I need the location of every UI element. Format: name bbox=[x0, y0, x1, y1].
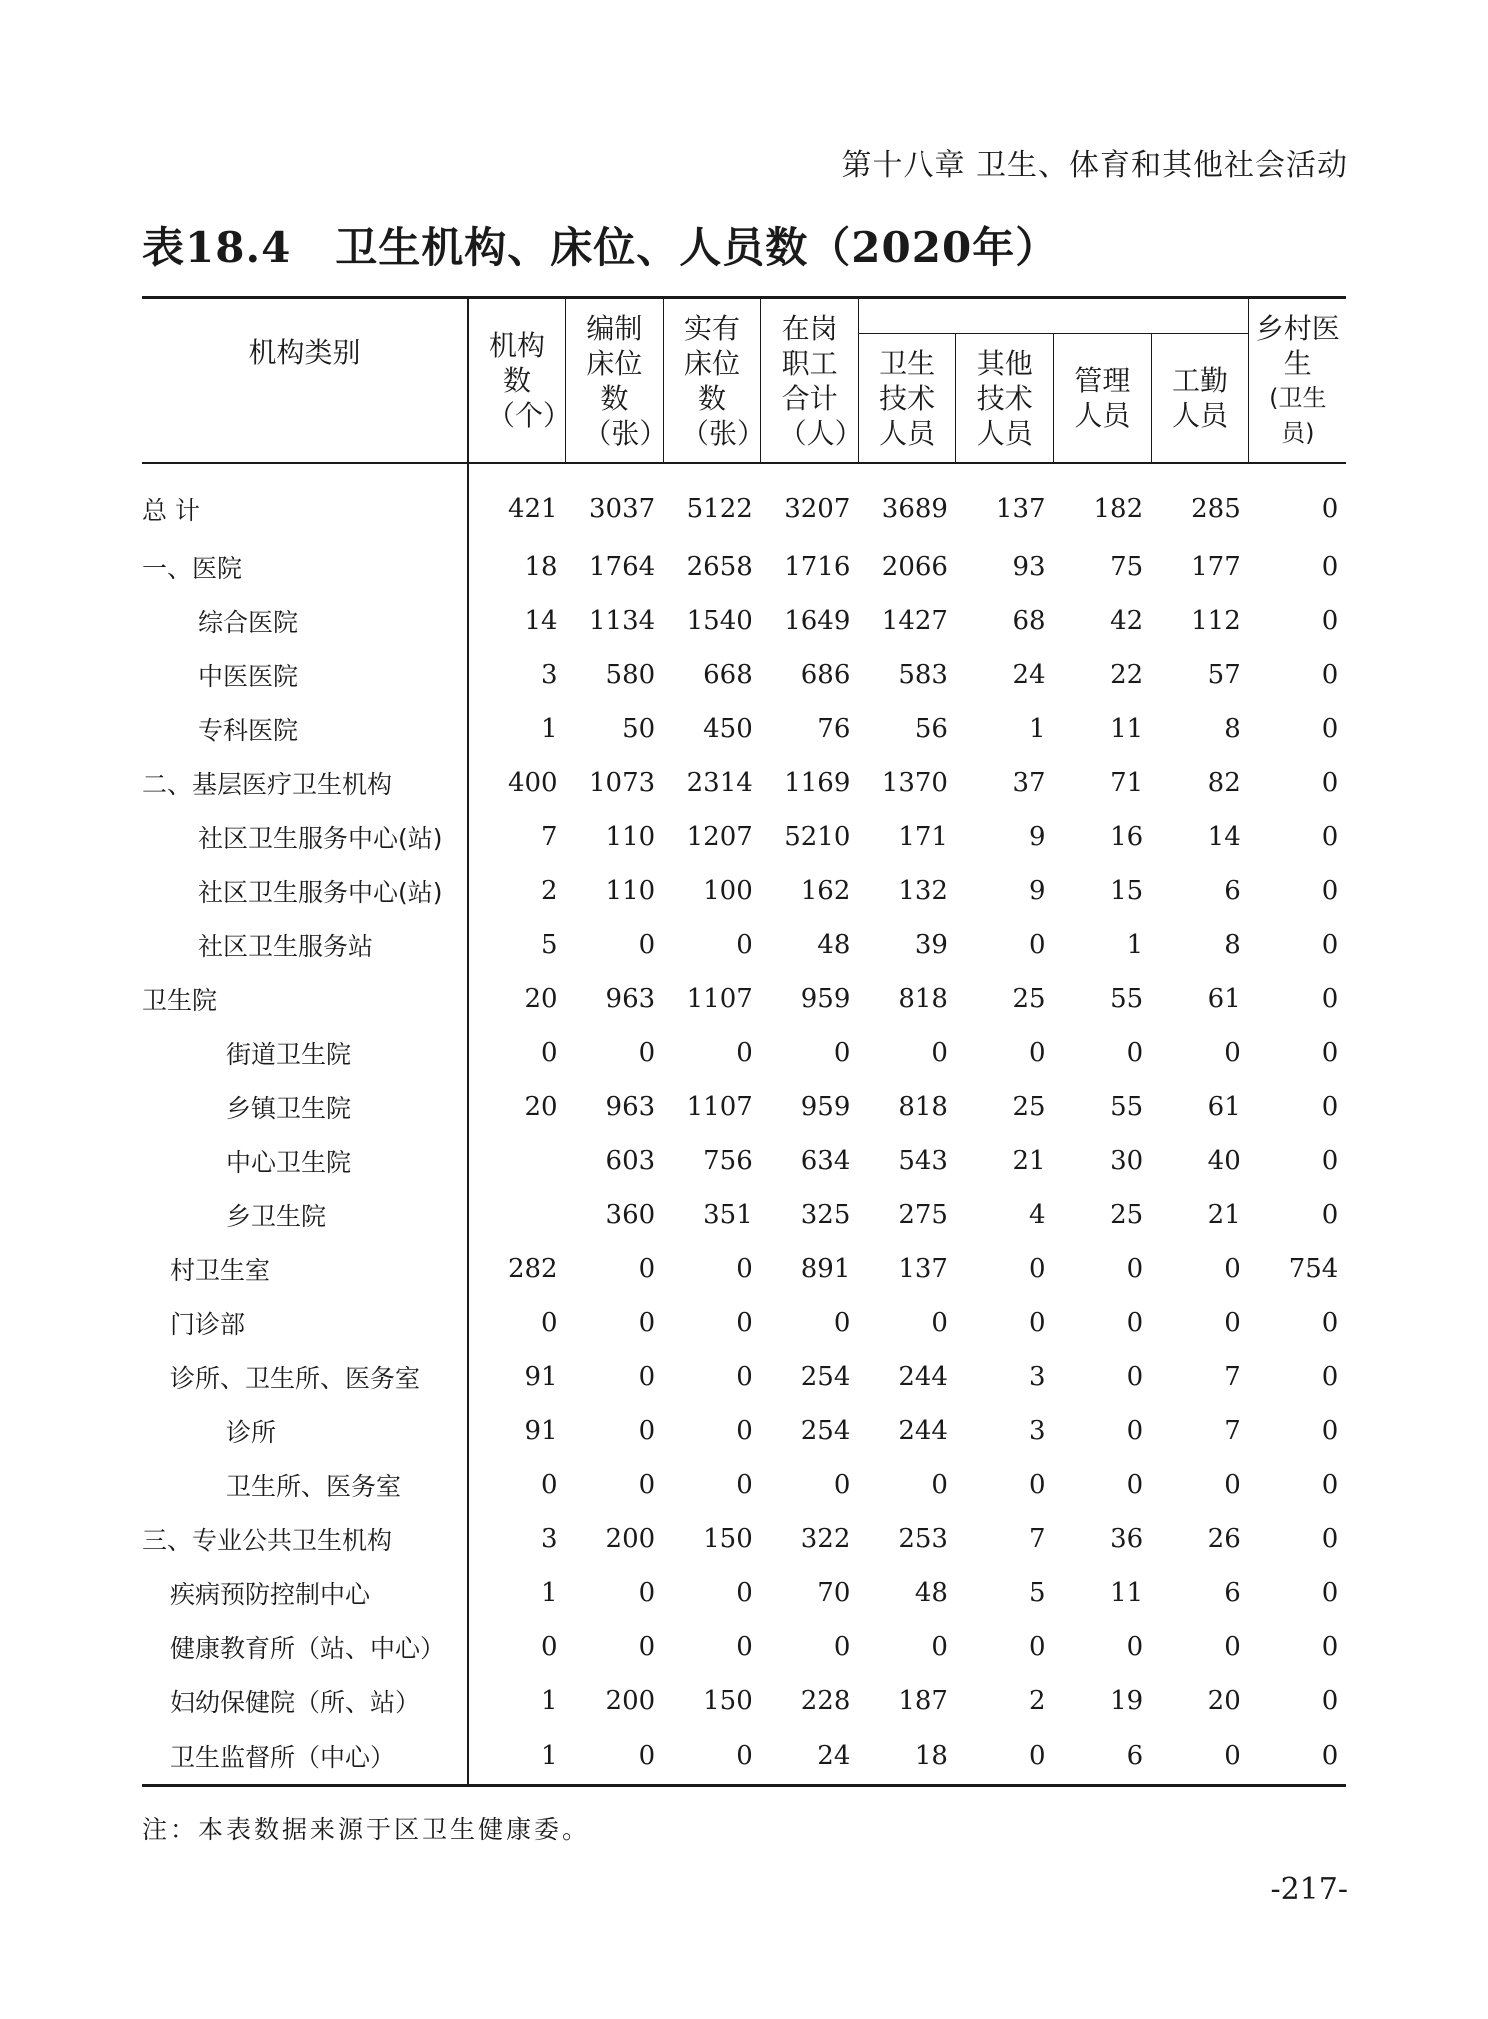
cell-value: 71 bbox=[1110, 768, 1144, 798]
cell-value: 1649 bbox=[784, 606, 851, 636]
cell-value: 5 bbox=[1029, 1578, 1046, 1608]
row-label: 街道卫生院 bbox=[142, 1026, 468, 1080]
table-title bbox=[142, 215, 1058, 275]
cell-value: 891 bbox=[800, 1254, 851, 1284]
cell-value: 0 bbox=[1029, 930, 1046, 960]
cell-value: 55 bbox=[1110, 984, 1144, 1014]
cell-value: 14 bbox=[1207, 822, 1241, 852]
cell-value: 110 bbox=[605, 876, 656, 906]
cell-value: 0 bbox=[931, 1632, 948, 1662]
cell-value: 15 bbox=[1110, 876, 1144, 906]
cell-value: 0 bbox=[1321, 1146, 1339, 1176]
cell-value: 322 bbox=[800, 1524, 851, 1554]
cell-value: 0 bbox=[833, 1632, 851, 1662]
cell-value: 0 bbox=[736, 1362, 753, 1392]
header-category: 机构类别 bbox=[142, 298, 468, 464]
cell-value: 20 bbox=[524, 984, 558, 1014]
cell-value: 171 bbox=[898, 822, 948, 852]
cell-value: 0 bbox=[1126, 1416, 1144, 1446]
cell-value: 0 bbox=[1321, 1038, 1339, 1068]
cell-value: 0 bbox=[638, 930, 656, 960]
cell-value: 82 bbox=[1207, 768, 1241, 798]
cell-value: 0 bbox=[736, 1632, 753, 1662]
header-staff-group bbox=[858, 298, 1248, 334]
cell-value: 1 bbox=[541, 1578, 558, 1608]
cell-value: 0 bbox=[566, 1728, 664, 1786]
cell-value: 959 bbox=[800, 1092, 851, 1122]
cell-value: 244 bbox=[898, 1362, 948, 1392]
header-village-doctors bbox=[1249, 298, 1347, 464]
cell-value: 818 bbox=[898, 1092, 948, 1122]
cell-value: 110 bbox=[605, 822, 656, 852]
row-label: 二、基层医疗卫生机构 bbox=[142, 756, 468, 810]
cell-value: 583 bbox=[898, 660, 948, 690]
cell-value: 91 bbox=[524, 1416, 558, 1446]
row-label: 社区卫生服务中心(站) bbox=[142, 810, 468, 864]
cell-value: 0 bbox=[736, 1308, 753, 1338]
cell-value: 14 bbox=[524, 606, 558, 636]
cell-value: 1540 bbox=[686, 606, 753, 636]
cell-value: 177 bbox=[1191, 552, 1241, 582]
cell-value: 0 bbox=[1321, 984, 1339, 1014]
cell-value: 7 bbox=[1029, 1524, 1046, 1554]
header-village-doctors-text: 乡村医生 (卫生员) bbox=[1255, 311, 1340, 447]
cell-value: 0 bbox=[1126, 1254, 1144, 1284]
cell-value: 5 bbox=[541, 930, 558, 960]
cell-value: 39 bbox=[914, 930, 948, 960]
cell-value: 0 bbox=[736, 1038, 753, 1068]
cell-value: 0 bbox=[1321, 1524, 1339, 1554]
cell-value: 1764 bbox=[589, 552, 656, 582]
cell-value: 3 bbox=[541, 660, 558, 690]
header-planned-beds bbox=[566, 298, 668, 464]
cell-value: 0 bbox=[1321, 714, 1339, 744]
cell-value: 162 bbox=[800, 876, 851, 906]
header-health-tech-text: 卫生技术人员 bbox=[879, 346, 936, 450]
row-label: 综合医院 bbox=[142, 594, 468, 648]
cell-value: 244 bbox=[898, 1416, 948, 1446]
cell-value: 1 bbox=[1029, 714, 1046, 744]
row-label: 妇幼保健院（所、站） bbox=[142, 1674, 468, 1728]
cell-value: 61 bbox=[1207, 984, 1241, 1014]
table-row bbox=[142, 1458, 1346, 1512]
cell-value: 8 bbox=[1224, 714, 1241, 744]
cell-value: 3 bbox=[541, 1524, 558, 1554]
cell-value: 0 bbox=[1126, 1038, 1144, 1068]
table-row bbox=[142, 1674, 1346, 1728]
cell-value: 0 bbox=[1321, 1416, 1339, 1446]
cell-value: 1 bbox=[468, 1728, 566, 1786]
cell-value: 21 bbox=[1207, 1200, 1241, 1230]
cell-value: 351 bbox=[703, 1200, 753, 1230]
header-institutions-text: 机构数（个） bbox=[487, 329, 572, 432]
row-label: 中医医院 bbox=[142, 648, 468, 702]
cell-value: 11 bbox=[1110, 714, 1144, 744]
cell-value: 0 bbox=[1321, 606, 1339, 636]
cell-value: 50 bbox=[622, 714, 656, 744]
table-row bbox=[142, 1026, 1346, 1080]
header-other-tech-text: 其他技术人员 bbox=[976, 346, 1033, 450]
row-label: 诊所 bbox=[142, 1404, 468, 1458]
cell-value: 0 bbox=[638, 1254, 656, 1284]
cell-value: 0 bbox=[1321, 552, 1339, 582]
header-actual-beds bbox=[663, 298, 765, 464]
cell-value: 150 bbox=[703, 1686, 753, 1716]
cell-value: 0 bbox=[736, 1416, 753, 1446]
cell-value: 1 bbox=[541, 714, 558, 744]
cell-value: 0 bbox=[663, 1728, 761, 1786]
row-label: 社区卫生服务站 bbox=[142, 918, 468, 972]
cell-value: 2 bbox=[1029, 1686, 1046, 1716]
cell-value: 0 bbox=[736, 930, 753, 960]
table-row bbox=[142, 1566, 1346, 1620]
cell-value: 2066 bbox=[881, 552, 948, 582]
cell-value: 756 bbox=[703, 1146, 753, 1176]
table-row bbox=[142, 463, 1346, 540]
cell-value: 963 bbox=[605, 1092, 656, 1122]
cell-value: 0 bbox=[1321, 1470, 1339, 1500]
table-row bbox=[142, 918, 1346, 972]
cell-value: 18 bbox=[858, 1728, 956, 1786]
cell-value: 325 bbox=[800, 1200, 851, 1230]
table-row bbox=[142, 1512, 1346, 1566]
cell-value: 70 bbox=[817, 1578, 851, 1608]
cell-value: 3207 bbox=[784, 494, 851, 524]
cell-value: 1 bbox=[1126, 930, 1144, 960]
cell-value: 187 bbox=[898, 1686, 948, 1716]
table-row bbox=[142, 1350, 1346, 1404]
cell-value: 400 bbox=[507, 768, 558, 798]
table-row bbox=[142, 810, 1346, 864]
table-row bbox=[142, 702, 1346, 756]
cell-value: 6 bbox=[1054, 1728, 1152, 1786]
cell-value: 1716 bbox=[784, 552, 851, 582]
cell-value: 55 bbox=[1110, 1092, 1144, 1122]
cell-value: 360 bbox=[605, 1200, 656, 1230]
cell-value: 0 bbox=[931, 1470, 948, 1500]
cell-value: 2314 bbox=[686, 768, 753, 798]
cell-value: 9 bbox=[1029, 876, 1046, 906]
cell-value: 0 bbox=[1126, 1308, 1144, 1338]
cell-value: 61 bbox=[1207, 1092, 1241, 1122]
cell-value: 0 bbox=[1224, 1254, 1241, 1284]
table-row bbox=[142, 1188, 1346, 1242]
header-health-tech bbox=[858, 334, 956, 464]
row-label: 卫生监督所（中心） bbox=[142, 1728, 468, 1786]
table-row bbox=[142, 594, 1346, 648]
cell-value: 56 bbox=[914, 714, 948, 744]
row-label: 一、医院 bbox=[142, 540, 468, 594]
row-label: 乡卫生院 bbox=[142, 1188, 468, 1242]
cell-value: 0 bbox=[1224, 1470, 1241, 1500]
cell-value: 0 bbox=[736, 1578, 753, 1608]
cell-value: 48 bbox=[914, 1578, 948, 1608]
cell-value: 37 bbox=[1012, 768, 1046, 798]
cell-value: 7 bbox=[1224, 1416, 1241, 1446]
cell-value: 0 bbox=[1321, 494, 1339, 524]
header-workers bbox=[1151, 334, 1249, 464]
header-management bbox=[1054, 334, 1152, 464]
cell-value bbox=[468, 1188, 566, 1242]
cell-value: 200 bbox=[605, 1686, 656, 1716]
table-row bbox=[142, 972, 1346, 1026]
cell-value: 6 bbox=[1224, 876, 1241, 906]
cell-value: 1134 bbox=[589, 606, 656, 636]
table-row bbox=[142, 1620, 1346, 1674]
cell-value: 0 bbox=[1126, 1470, 1144, 1500]
cell-value: 19 bbox=[1110, 1686, 1144, 1716]
cell-value: 634 bbox=[800, 1146, 851, 1176]
cell-value: 254 bbox=[800, 1416, 851, 1446]
row-label: 总 计 bbox=[142, 463, 468, 540]
header-planned-beds-text: 编制床位数（张） bbox=[583, 311, 668, 450]
cell-value: 0 bbox=[1224, 1632, 1241, 1662]
cell-value: 0 bbox=[833, 1470, 851, 1500]
row-label: 中心卫生院 bbox=[142, 1134, 468, 1188]
cell-value: 253 bbox=[898, 1524, 948, 1554]
cell-value: 0 bbox=[1321, 1362, 1339, 1392]
cell-value: 3 bbox=[1029, 1362, 1046, 1392]
cell-value: 22 bbox=[1110, 660, 1144, 690]
chapter-heading: 第十八章 卫生、体育和其他社会活动 bbox=[841, 148, 1348, 183]
cell-value: 0 bbox=[1224, 1308, 1241, 1338]
cell-value: 5210 bbox=[784, 822, 851, 852]
cell-value: 963 bbox=[605, 984, 656, 1014]
cell-value: 580 bbox=[605, 660, 656, 690]
health-institutions-table bbox=[142, 296, 1346, 1787]
cell-value: 421 bbox=[507, 494, 558, 524]
cell-value: 3 bbox=[1029, 1416, 1046, 1446]
cell-value: 91 bbox=[524, 1362, 558, 1392]
cell-value: 36 bbox=[1110, 1524, 1144, 1554]
header-workers-text: 工勤人员 bbox=[1171, 364, 1228, 432]
cell-value: 100 bbox=[703, 876, 753, 906]
table-row bbox=[142, 1296, 1346, 1350]
header-institutions bbox=[468, 298, 572, 464]
cell-value: 0 bbox=[1151, 1728, 1249, 1786]
cell-value: 0 bbox=[1321, 1308, 1339, 1338]
cell-value: 543 bbox=[898, 1146, 948, 1176]
cell-value: 5122 bbox=[686, 494, 753, 524]
table-row bbox=[142, 1134, 1346, 1188]
cell-value: 0 bbox=[1126, 1362, 1144, 1392]
cell-value: 8 bbox=[1224, 930, 1241, 960]
cell-value: 0 bbox=[1321, 1200, 1339, 1230]
cell-value: 0 bbox=[1321, 1686, 1339, 1716]
data-table-container bbox=[142, 296, 1346, 1787]
cell-value: 0 bbox=[736, 1254, 753, 1284]
table-row bbox=[142, 756, 1346, 810]
cell-value: 16 bbox=[1110, 822, 1144, 852]
table-row bbox=[142, 1404, 1346, 1458]
cell-value: 2 bbox=[541, 876, 558, 906]
cell-value: 7 bbox=[1224, 1362, 1241, 1392]
cell-value: 0 bbox=[1249, 1728, 1347, 1786]
cell-value: 0 bbox=[541, 1470, 558, 1500]
cell-value: 0 bbox=[736, 1470, 753, 1500]
cell-value: 26 bbox=[1207, 1524, 1241, 1554]
header-actual-beds-text: 实有床位数（张） bbox=[680, 311, 765, 450]
cell-value: 668 bbox=[703, 660, 753, 690]
cell-value: 132 bbox=[898, 876, 948, 906]
cell-value: 21 bbox=[1012, 1146, 1046, 1176]
cell-value: 6 bbox=[1224, 1578, 1241, 1608]
page-number: -217- bbox=[1270, 1872, 1348, 1907]
cell-value: 603 bbox=[605, 1146, 656, 1176]
cell-value: 228 bbox=[800, 1686, 851, 1716]
cell-value: 0 bbox=[1029, 1254, 1046, 1284]
cell-value: 0 bbox=[1321, 660, 1339, 690]
cell-value: 0 bbox=[1321, 876, 1339, 906]
row-label: 乡镇卫生院 bbox=[142, 1080, 468, 1134]
row-label: 卫生所、医务室 bbox=[142, 1458, 468, 1512]
table-title-text: 卫生机构、床位、人员数（2020年） bbox=[335, 223, 1059, 272]
cell-value: 686 bbox=[800, 660, 851, 690]
cell-value: 0 bbox=[638, 1416, 656, 1446]
cell-value: 0 bbox=[541, 1632, 558, 1662]
row-label: 卫生院 bbox=[142, 972, 468, 1026]
table-row bbox=[142, 1080, 1346, 1134]
cell-value: 25 bbox=[1012, 1092, 1046, 1122]
cell-value: 282 bbox=[507, 1254, 558, 1284]
cell-value: 0 bbox=[1029, 1632, 1046, 1662]
cell-value: 275 bbox=[898, 1200, 948, 1230]
cell-value: 0 bbox=[931, 1308, 948, 1338]
cell-value: 112 bbox=[1191, 606, 1241, 636]
cell-value: 1370 bbox=[881, 768, 948, 798]
cell-value: 0 bbox=[541, 1038, 558, 1068]
cell-value bbox=[468, 1134, 566, 1188]
row-label: 门诊部 bbox=[142, 1296, 468, 1350]
cell-value: 3689 bbox=[881, 494, 948, 524]
cell-value: 0 bbox=[638, 1362, 656, 1392]
cell-value: 959 bbox=[800, 984, 851, 1014]
cell-value: 7 bbox=[541, 822, 558, 852]
header-staff-total bbox=[761, 298, 863, 464]
cell-value: 1427 bbox=[881, 606, 948, 636]
table-body bbox=[142, 463, 1346, 1786]
cell-value: 68 bbox=[1012, 606, 1046, 636]
cell-value: 0 bbox=[956, 1728, 1054, 1786]
row-label: 健康教育所（站、中心） bbox=[142, 1620, 468, 1674]
cell-value: 0 bbox=[1321, 1632, 1339, 1662]
cell-value: 818 bbox=[898, 984, 948, 1014]
cell-value: 0 bbox=[638, 1038, 656, 1068]
row-label: 三、专业公共卫生机构 bbox=[142, 1512, 468, 1566]
cell-value: 0 bbox=[638, 1578, 656, 1608]
table-row bbox=[142, 1728, 1346, 1786]
table-row bbox=[142, 540, 1346, 594]
table-row bbox=[142, 648, 1346, 702]
cell-value: 0 bbox=[1321, 768, 1339, 798]
cell-value: 75 bbox=[1110, 552, 1144, 582]
cell-value: 9 bbox=[1029, 822, 1046, 852]
cell-value: 0 bbox=[1029, 1038, 1046, 1068]
cell-value: 1107 bbox=[686, 1092, 753, 1122]
table-row bbox=[142, 864, 1346, 918]
row-label: 专科医院 bbox=[142, 702, 468, 756]
cell-value: 0 bbox=[931, 1038, 948, 1068]
header-other-tech bbox=[956, 334, 1054, 464]
cell-value: 137 bbox=[898, 1254, 948, 1284]
cell-value: 3037 bbox=[589, 494, 656, 524]
cell-value: 137 bbox=[995, 494, 1046, 524]
cell-value: 182 bbox=[1093, 494, 1144, 524]
cell-value: 20 bbox=[524, 1092, 558, 1122]
cell-value: 285 bbox=[1191, 494, 1241, 524]
cell-value: 0 bbox=[1029, 1308, 1046, 1338]
cell-value: 0 bbox=[1321, 822, 1339, 852]
cell-value: 1169 bbox=[784, 768, 851, 798]
cell-value: 150 bbox=[703, 1524, 753, 1554]
cell-value: 57 bbox=[1207, 660, 1241, 690]
table-number: 表18.4 bbox=[142, 223, 292, 272]
cell-value: 4 bbox=[1029, 1200, 1046, 1230]
cell-value: 40 bbox=[1207, 1146, 1241, 1176]
cell-value: 0 bbox=[541, 1308, 558, 1338]
cell-value: 0 bbox=[1224, 1038, 1241, 1068]
header-management-text: 管理人员 bbox=[1074, 364, 1131, 432]
table-note: 注：本表数据来源于区卫生健康委。 bbox=[142, 1815, 591, 1844]
row-label: 疾病预防控制中心 bbox=[142, 1566, 468, 1620]
cell-value: 76 bbox=[817, 714, 851, 744]
row-label: 诊所、卫生所、医务室 bbox=[142, 1350, 468, 1404]
cell-value: 0 bbox=[1321, 930, 1339, 960]
cell-value: 0 bbox=[833, 1038, 851, 1068]
cell-value: 0 bbox=[1029, 1470, 1046, 1500]
cell-value: 0 bbox=[638, 1470, 656, 1500]
row-label: 村卫生室 bbox=[142, 1242, 468, 1296]
cell-value: 0 bbox=[1321, 1578, 1339, 1608]
cell-value: 11 bbox=[1110, 1578, 1144, 1608]
cell-value: 0 bbox=[833, 1308, 851, 1338]
cell-value: 24 bbox=[1012, 660, 1046, 690]
cell-value: 754 bbox=[1288, 1254, 1339, 1284]
cell-value: 1073 bbox=[589, 768, 656, 798]
cell-value: 25 bbox=[1012, 984, 1046, 1014]
cell-value: 0 bbox=[1321, 1092, 1339, 1122]
cell-value: 0 bbox=[638, 1632, 656, 1662]
cell-value: 25 bbox=[1110, 1200, 1144, 1230]
cell-value: 254 bbox=[800, 1362, 851, 1392]
table-row bbox=[142, 1242, 1346, 1296]
cell-value: 18 bbox=[524, 552, 558, 582]
cell-value: 1207 bbox=[686, 822, 753, 852]
cell-value: 450 bbox=[703, 714, 753, 744]
cell-value: 1107 bbox=[686, 984, 753, 1014]
cell-value: 2658 bbox=[686, 552, 753, 582]
cell-value: 48 bbox=[817, 930, 851, 960]
cell-value: 1 bbox=[541, 1686, 558, 1716]
header-staff-total-text: 在岗职工合计（人） bbox=[778, 311, 863, 450]
row-label: 社区卫生服务中心(站) bbox=[142, 864, 468, 918]
cell-value: 30 bbox=[1110, 1146, 1144, 1176]
cell-value: 42 bbox=[1110, 606, 1144, 636]
cell-value: 24 bbox=[761, 1728, 859, 1786]
cell-value: 20 bbox=[1207, 1686, 1241, 1716]
cell-value: 0 bbox=[638, 1308, 656, 1338]
cell-value: 0 bbox=[1126, 1632, 1144, 1662]
cell-value: 200 bbox=[605, 1524, 656, 1554]
cell-value: 93 bbox=[1012, 552, 1046, 582]
